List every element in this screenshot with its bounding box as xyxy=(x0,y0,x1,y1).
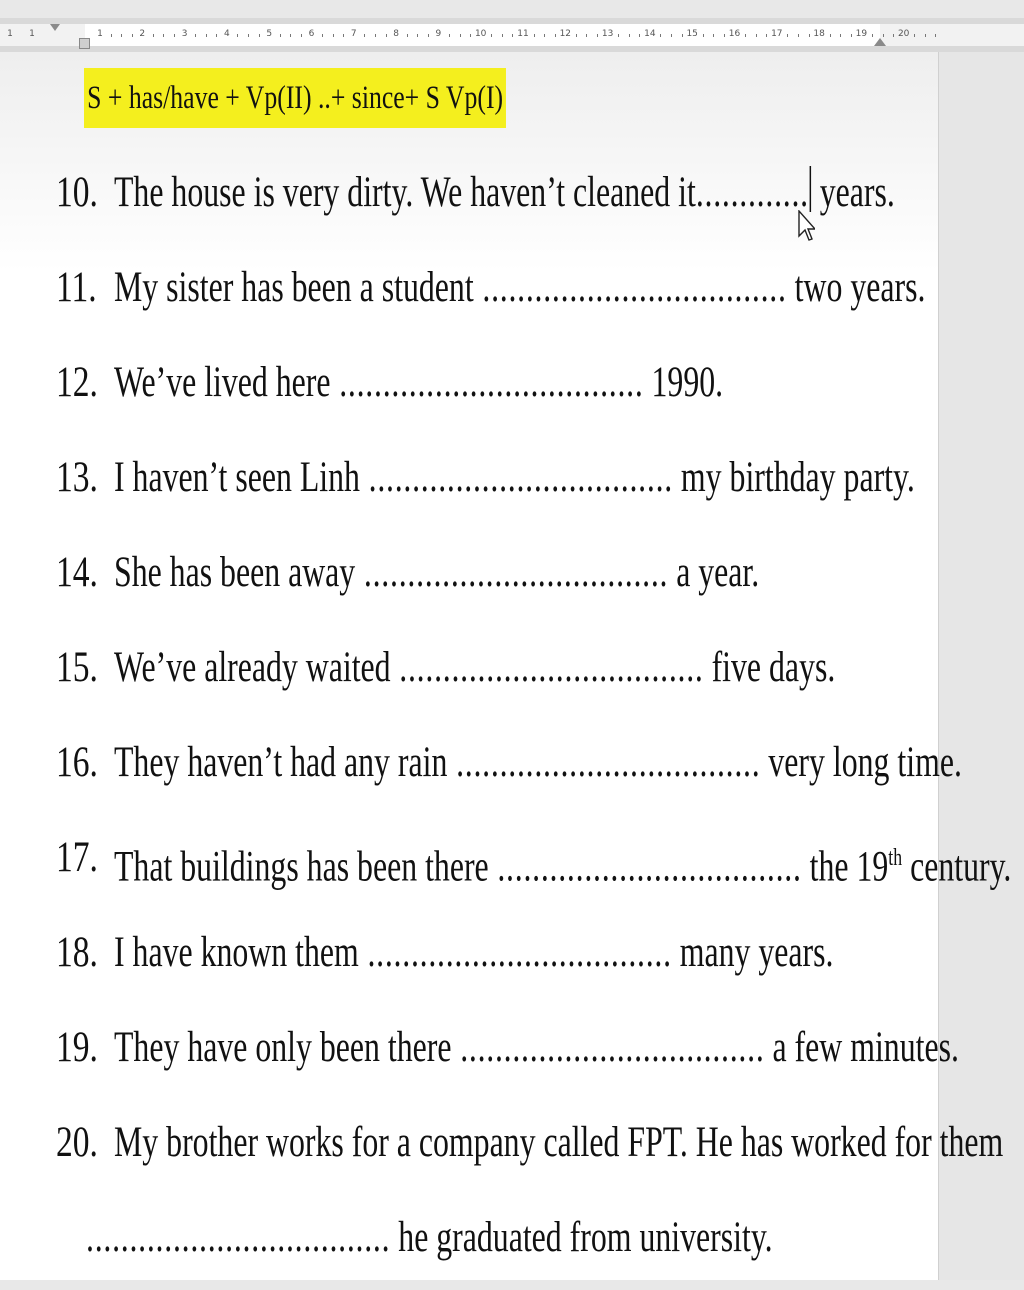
ruler-tick xyxy=(639,34,640,37)
sentence-end: a few minutes. xyxy=(764,1024,959,1071)
ruler-tick xyxy=(195,34,196,37)
ruler-tick xyxy=(745,34,746,37)
ruler-tick xyxy=(914,34,915,37)
ruler-tick xyxy=(163,34,164,37)
ruler-tick xyxy=(301,34,302,37)
answer-blank[interactable]: ................................... xyxy=(473,264,787,311)
ruler-tick xyxy=(364,34,365,37)
exercise-number: 13. xyxy=(56,454,98,501)
ruler-number: 13 xyxy=(601,29,614,39)
ruler-tick xyxy=(703,34,704,37)
answer-blank[interactable]: ................................... xyxy=(447,739,761,786)
exercise-text[interactable] xyxy=(114,530,759,616)
exercise-number: 12. xyxy=(56,359,98,406)
exercise-text[interactable] xyxy=(114,625,835,711)
ruler-tick xyxy=(629,34,630,37)
ruler-tick xyxy=(787,34,788,37)
ruler-tick xyxy=(375,34,376,37)
ruler-number: 5 xyxy=(266,29,273,39)
exercise-text[interactable] xyxy=(114,910,833,996)
exercise-item xyxy=(56,245,936,340)
exercise-text[interactable] xyxy=(114,815,1011,910)
ruler-number: 14 xyxy=(644,29,656,39)
ruler-tick xyxy=(925,34,926,37)
ruler-tick xyxy=(407,34,408,37)
sentence-end: very long time. xyxy=(760,739,962,786)
exercise-item xyxy=(56,1005,959,1100)
sentence-start: We’ve lived here xyxy=(114,359,331,406)
ruler-number: 19 xyxy=(855,29,868,39)
sentence-end: five days. xyxy=(703,644,836,691)
exercise-item xyxy=(56,340,936,435)
ruler-tick xyxy=(343,34,344,37)
sentence-start: That buildings has been there xyxy=(114,843,489,891)
ruler-tick xyxy=(872,34,873,37)
exercise-item xyxy=(56,815,1012,910)
superscript: th xyxy=(888,845,903,871)
ruler-tick xyxy=(206,34,207,37)
exercise-item xyxy=(56,1100,1004,1195)
ruler-tick xyxy=(491,34,492,37)
exercise-number: 20. xyxy=(56,1119,98,1166)
ruler-number: 7 xyxy=(350,29,357,39)
ruler-strip xyxy=(0,24,1024,46)
ruler-tick xyxy=(417,34,418,37)
ruler-tick xyxy=(280,34,281,37)
ruler-tick xyxy=(618,34,619,37)
answer-blank[interactable]: ................................... xyxy=(390,644,704,691)
ruler-tick xyxy=(766,34,767,37)
exercise-text[interactable] xyxy=(86,1195,773,1281)
exercise-number: 15. xyxy=(56,644,98,691)
answer-blank[interactable]: ................................... xyxy=(359,454,673,501)
ruler-number: 2 xyxy=(139,29,146,39)
ruler-tick xyxy=(470,34,471,37)
ruler-tick xyxy=(386,34,387,37)
right-indent-marker[interactable] xyxy=(874,38,886,46)
ruler-tick xyxy=(121,34,122,37)
ruler-tick xyxy=(237,34,238,37)
sentence-end: a year. xyxy=(668,549,760,596)
exercise-number: 11. xyxy=(56,264,97,311)
ruler-tick xyxy=(724,34,725,37)
exercise-text[interactable] xyxy=(114,435,915,521)
ruler-tick xyxy=(259,34,260,37)
ruler-tick xyxy=(660,34,661,37)
sentence-start: She has been away xyxy=(114,549,356,596)
exercise-number: 18. xyxy=(56,929,98,976)
exercise-number: 10. xyxy=(56,169,98,216)
sentence-end: he graduated from university. xyxy=(390,1214,773,1261)
ruler-tick xyxy=(512,34,513,37)
ruler-tick xyxy=(322,34,323,37)
sentence-end: many years. xyxy=(671,929,834,976)
exercise-number: 14. xyxy=(56,549,98,596)
ruler-tick xyxy=(682,34,683,37)
sentence-start: We’ve already waited xyxy=(114,644,391,691)
exercise-item xyxy=(56,435,936,530)
ruler-number: 16 xyxy=(728,29,741,39)
sentence-start: They haven’t had any rain xyxy=(114,739,448,786)
exercise-text[interactable] xyxy=(114,1005,959,1091)
horizontal-ruler[interactable] xyxy=(0,18,1024,53)
exercise-text[interactable] xyxy=(114,150,895,236)
exercise-number: 16. xyxy=(56,739,98,786)
ruler-number: 17 xyxy=(771,29,783,39)
answer-blank[interactable]: ................................... xyxy=(451,1024,765,1071)
ruler-tick xyxy=(798,34,799,37)
sentence-end-2: century. xyxy=(902,843,1012,891)
ruler-tick xyxy=(460,34,461,37)
ruler-number: 4 xyxy=(224,29,230,39)
ruler-tick xyxy=(111,34,112,37)
left-indent-marker[interactable] xyxy=(79,38,90,49)
exercise-item xyxy=(56,530,936,625)
ruler-tick xyxy=(428,34,429,37)
exercise-text[interactable] xyxy=(114,245,925,331)
first-line-indent-marker[interactable] xyxy=(50,24,60,31)
ruler-tick xyxy=(893,34,894,37)
ruler-number: 8 xyxy=(393,29,399,39)
ruler-tick xyxy=(840,34,841,37)
sentence-start: My brother works for a company called FPT. He has worked for them xyxy=(114,1119,1004,1166)
answer-blank[interactable]: ................................... xyxy=(355,549,669,596)
ruler-tick xyxy=(216,34,217,37)
ruler-number: 3 xyxy=(181,29,188,39)
exercise-number: 17. xyxy=(56,834,98,881)
ruler-tick xyxy=(544,34,545,37)
ruler-tick xyxy=(597,34,598,37)
answer-blank[interactable]: ................................... xyxy=(358,929,672,976)
sentence-start: I haven’t seen Linh xyxy=(114,454,360,501)
exercise-text[interactable] xyxy=(114,720,962,806)
answer-blank[interactable]: ................................... xyxy=(488,843,802,891)
ruler-tick xyxy=(576,34,577,37)
exercise-text[interactable] xyxy=(114,340,723,426)
sentence-end: 1990. xyxy=(643,359,724,406)
answer-blank[interactable]: ............. xyxy=(695,169,809,216)
ruler-number: 1 xyxy=(97,29,103,39)
ruler-number: 15 xyxy=(686,29,698,39)
exercise-item xyxy=(56,720,962,815)
ruler-tick xyxy=(830,34,831,37)
sentence-start: They have only been there xyxy=(114,1024,452,1071)
ruler-tick xyxy=(333,34,334,37)
ruler-tick xyxy=(883,34,884,37)
ruler-number: 18 xyxy=(813,29,825,39)
mouse-pointer-icon xyxy=(797,210,815,246)
exercise-number: 19. xyxy=(56,1024,98,1071)
sentence-start: The house is very dirty. We haven’t cleaned it xyxy=(114,169,696,216)
page-gutter xyxy=(938,52,1024,1280)
ruler-number: 1 xyxy=(7,29,13,39)
ruler-tick xyxy=(671,34,672,37)
ruler-tick xyxy=(713,34,714,37)
ruler-tick xyxy=(756,34,757,37)
sentence-start: I have known them xyxy=(114,929,359,976)
exercise-item xyxy=(56,910,936,1005)
ruler-tick xyxy=(555,34,556,37)
ruler-tick xyxy=(132,34,133,37)
ruler-tick xyxy=(248,34,249,37)
sentence-start: My sister has been a student xyxy=(114,264,474,311)
exercise-item xyxy=(56,625,936,720)
ruler-tick xyxy=(534,34,535,37)
ruler-number: 12 xyxy=(559,29,572,39)
ruler-tick xyxy=(851,34,852,37)
answer-blank[interactable]: ................................... xyxy=(330,359,644,406)
sentence-end: two years. xyxy=(786,264,926,311)
sentence-end: years. xyxy=(811,169,895,216)
ruler-tick xyxy=(174,34,175,37)
ruler-number: 6 xyxy=(308,29,315,39)
ruler-tick xyxy=(449,34,450,37)
ruler-number: 20 xyxy=(897,29,910,39)
ruler-tick xyxy=(153,34,154,37)
ruler-tick xyxy=(290,34,291,37)
sentence-end: my birthday party. xyxy=(672,454,915,501)
grammar-formula-highlight: S + has/have + Vp(II) ..+ since+ S Vp(I) xyxy=(84,68,506,128)
ruler-tick xyxy=(502,34,503,37)
ruler-tick xyxy=(586,34,587,37)
answer-blank[interactable]: ................................... xyxy=(86,1214,391,1261)
exercise-continuation xyxy=(56,1195,936,1290)
ruler-number: 1 xyxy=(29,29,35,39)
sentence-end: the 19 xyxy=(801,843,889,891)
ruler-number: 10 xyxy=(474,29,487,39)
exercise-list xyxy=(56,150,1012,1290)
ruler-tick xyxy=(935,34,936,37)
ruler-tick xyxy=(809,34,810,37)
ruler-number: 9 xyxy=(435,29,442,39)
ruler-number: 11 xyxy=(517,29,529,39)
exercise-text[interactable] xyxy=(114,1100,1003,1186)
